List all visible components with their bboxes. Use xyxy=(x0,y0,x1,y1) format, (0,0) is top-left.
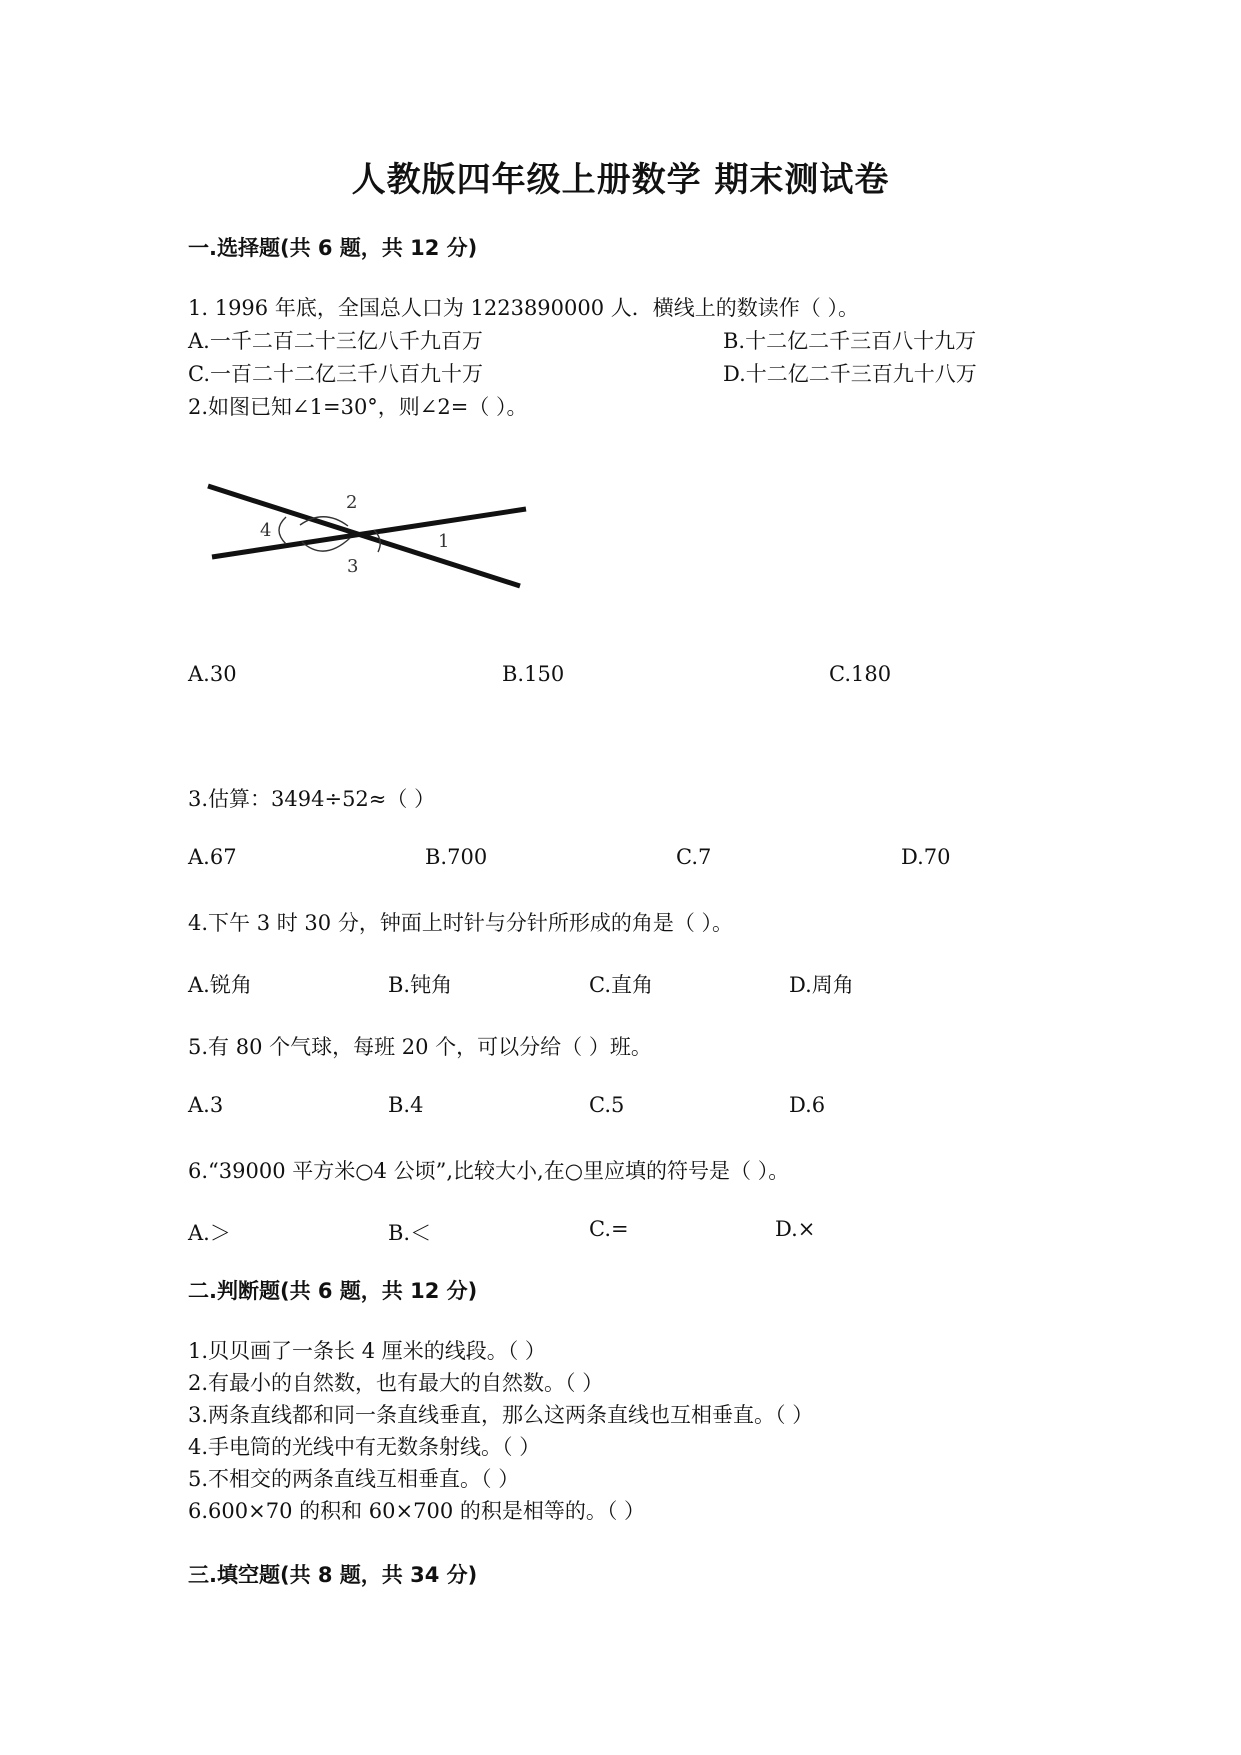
question-3-option-d: D.70 xyxy=(901,845,951,869)
judgement-item-1: 1.贝贝画了一条长 4 厘米的线段。（ ） xyxy=(188,1339,546,1363)
question-3-option-c: C.7 xyxy=(676,845,712,869)
judgement-item-6: 6.600×70 的积和 60×700 的积是相等的。（ ） xyxy=(188,1499,646,1523)
question-4-option-a: A.锐角 xyxy=(188,973,252,997)
question-4-text: 4.下午 3 时 30 分，钟面上时针与分针所形成的角是（ ）。 xyxy=(188,911,733,935)
question-5-option-c: C.5 xyxy=(589,1093,625,1117)
question-5-option-b: B.4 xyxy=(388,1093,424,1117)
question-1-text: 1. 1996 年底，全国总人口为 1223890000 人．横线上的数读作（ ）。 xyxy=(188,296,859,320)
question-4-option-c: C.直角 xyxy=(589,973,653,997)
question-3-option-a: A.67 xyxy=(188,845,237,869)
question-2-option-a: A.30 xyxy=(188,662,237,686)
angle-label-4: 4 xyxy=(260,520,272,541)
judgement-item-2: 2.有最小的自然数，也有最大的自然数。（ ） xyxy=(188,1371,604,1395)
question-1-option-b: B.十二亿二千三百八十九万 xyxy=(723,329,977,353)
question-6-option-d: D.× xyxy=(775,1217,816,1241)
question-1-option-c: C.一百二十二亿三千八百九十万 xyxy=(188,362,483,386)
question-1-option-d: D.十二亿二千三百九十八万 xyxy=(723,362,977,386)
angle-4-arc xyxy=(279,517,286,544)
question-6-option-b: B.＜ xyxy=(388,1221,432,1245)
question-6-option-a: A.＞ xyxy=(188,1221,231,1245)
question-2-text: 2.如图已知∠1=30°，则∠2=（ ）。 xyxy=(188,395,528,419)
question-5-text: 5.有 80 个气球，每班 20 个，可以分给（ ）班。 xyxy=(188,1035,652,1059)
section-heading-choice: 一.选择题(共 6 题，共 12 分) xyxy=(188,236,478,260)
section-heading-fill-blank: 三.填空题(共 8 题，共 34 分) xyxy=(188,1563,478,1587)
question-4-option-d: D.周角 xyxy=(789,973,854,997)
question-4-option-b: B.钝角 xyxy=(388,973,453,997)
page-title: 人教版四年级上册数学 期末测试卷 xyxy=(351,160,890,200)
intersecting-lines-figure xyxy=(204,480,534,590)
angle-label-2: 2 xyxy=(346,492,358,513)
question-1-option-a: A.一千二百二十三亿八千九百万 xyxy=(188,329,483,353)
question-3-option-b: B.700 xyxy=(425,845,488,869)
question-2-option-c: C.180 xyxy=(829,662,892,686)
judgement-item-4: 4.手电筒的光线中有无数条射线。（ ） xyxy=(188,1435,541,1459)
question-6-text: 6.“39000 平方米○4 公顷”,比较大小,在○里应填的符号是（ ）。 xyxy=(188,1159,790,1183)
judgement-item-3: 3.两条直线都和同一条直线垂直，那么这两条直线也互相垂直。（ ） xyxy=(188,1403,814,1427)
judgement-item-5: 5.不相交的两条直线互相垂直。（ ） xyxy=(188,1467,520,1491)
question-5-option-a: A.3 xyxy=(188,1093,224,1117)
angle-label-1: 1 xyxy=(438,531,450,552)
section-heading-judgement: 二.判断题(共 6 题，共 12 分) xyxy=(188,1279,478,1303)
angle-label-3: 3 xyxy=(347,556,359,577)
question-5-option-d: D.6 xyxy=(789,1093,826,1117)
question-3-text: 3.估算：3494÷52≈（ ） xyxy=(188,787,436,811)
question-6-option-c: C.= xyxy=(589,1217,629,1241)
question-2-option-b: B.150 xyxy=(502,662,565,686)
